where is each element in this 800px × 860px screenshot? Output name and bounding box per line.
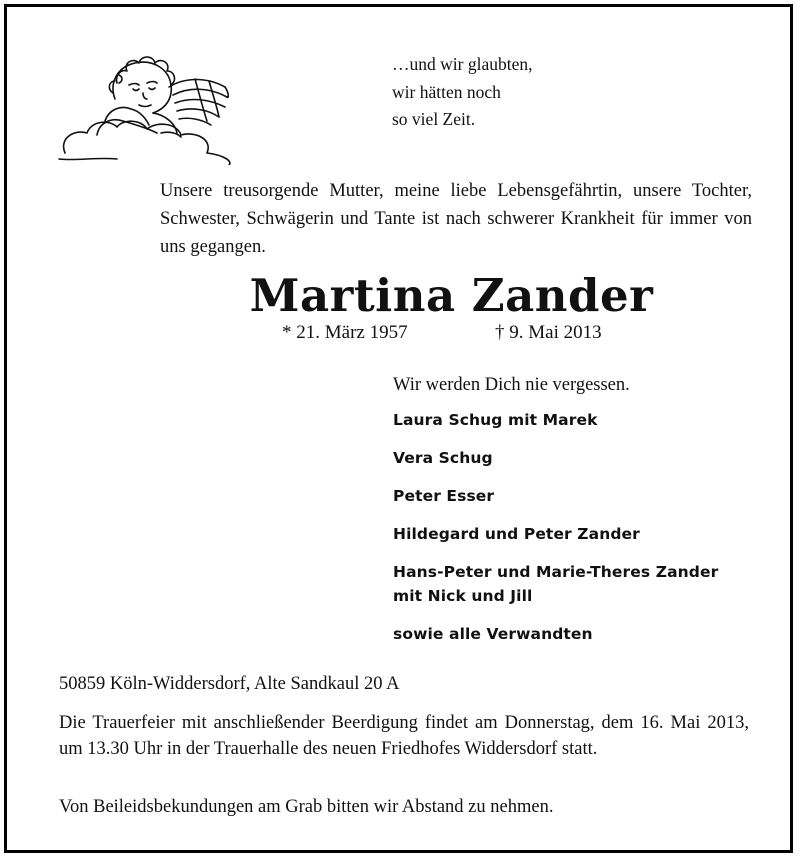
farewell-line: Wir werden Dich nie vergessen. (393, 375, 630, 395)
mourner-entry (393, 622, 718, 646)
mourner-name: Peter Esser (393, 487, 495, 505)
deceased-name: Martina Zander (249, 269, 654, 322)
condolence-notice: Von Beileidsbekundungen am Grab bitten wir Abstand zu nehmen. (59, 797, 554, 817)
quote-line: wir hätten noch (392, 81, 501, 102)
quote (392, 51, 532, 134)
obituary-notice (4, 4, 793, 853)
mourner-name: Hildegard und Peter Zander (393, 525, 640, 543)
mourner-name: Hans-Peter und Marie-Theres Zander (393, 563, 719, 581)
mourner-name: Vera Schug (393, 449, 493, 467)
mourner-name: sowie alle Verwandten (393, 625, 593, 643)
intro-text: Unsere treusorgende Mutter, meine liebe Lebensgefährtin, unsere Tochter, Schwester, Schwägerin und Tante ist nach schwerer Krankheit für immer von uns gegangen. (160, 181, 752, 257)
quote-line: so viel Zeit. (392, 109, 476, 129)
mourner-entry (393, 484, 718, 508)
mourner-entry (393, 408, 718, 432)
life-dates (282, 320, 602, 346)
address: 50859 Köln-Widdersdorf, Alte Sandkaul 20 A (59, 674, 400, 694)
birth-date: * 21. März 1957 (282, 322, 408, 343)
quote-line: …und wir glaubten, (392, 54, 533, 74)
mourner-entry (393, 560, 718, 608)
death-date: † 9. Mai 2013 (495, 322, 602, 343)
mourner-entry (393, 446, 718, 470)
funeral-notice: Die Trauerfeier mit anschließender Beerdigung findet am Donnerstag, dem 16. Mai 2013, um 13.30 Uhr in der Trauerhalle des neuen Friedhofes Widdersdorf statt. (59, 713, 749, 759)
mourner-entry (393, 522, 718, 546)
mourner-name-continued: mit Nick und Jill (393, 587, 533, 605)
mourners-block (393, 372, 718, 660)
mourner-name: Laura Schug mit Marek (393, 411, 598, 429)
angel-illustration-icon (57, 47, 242, 165)
